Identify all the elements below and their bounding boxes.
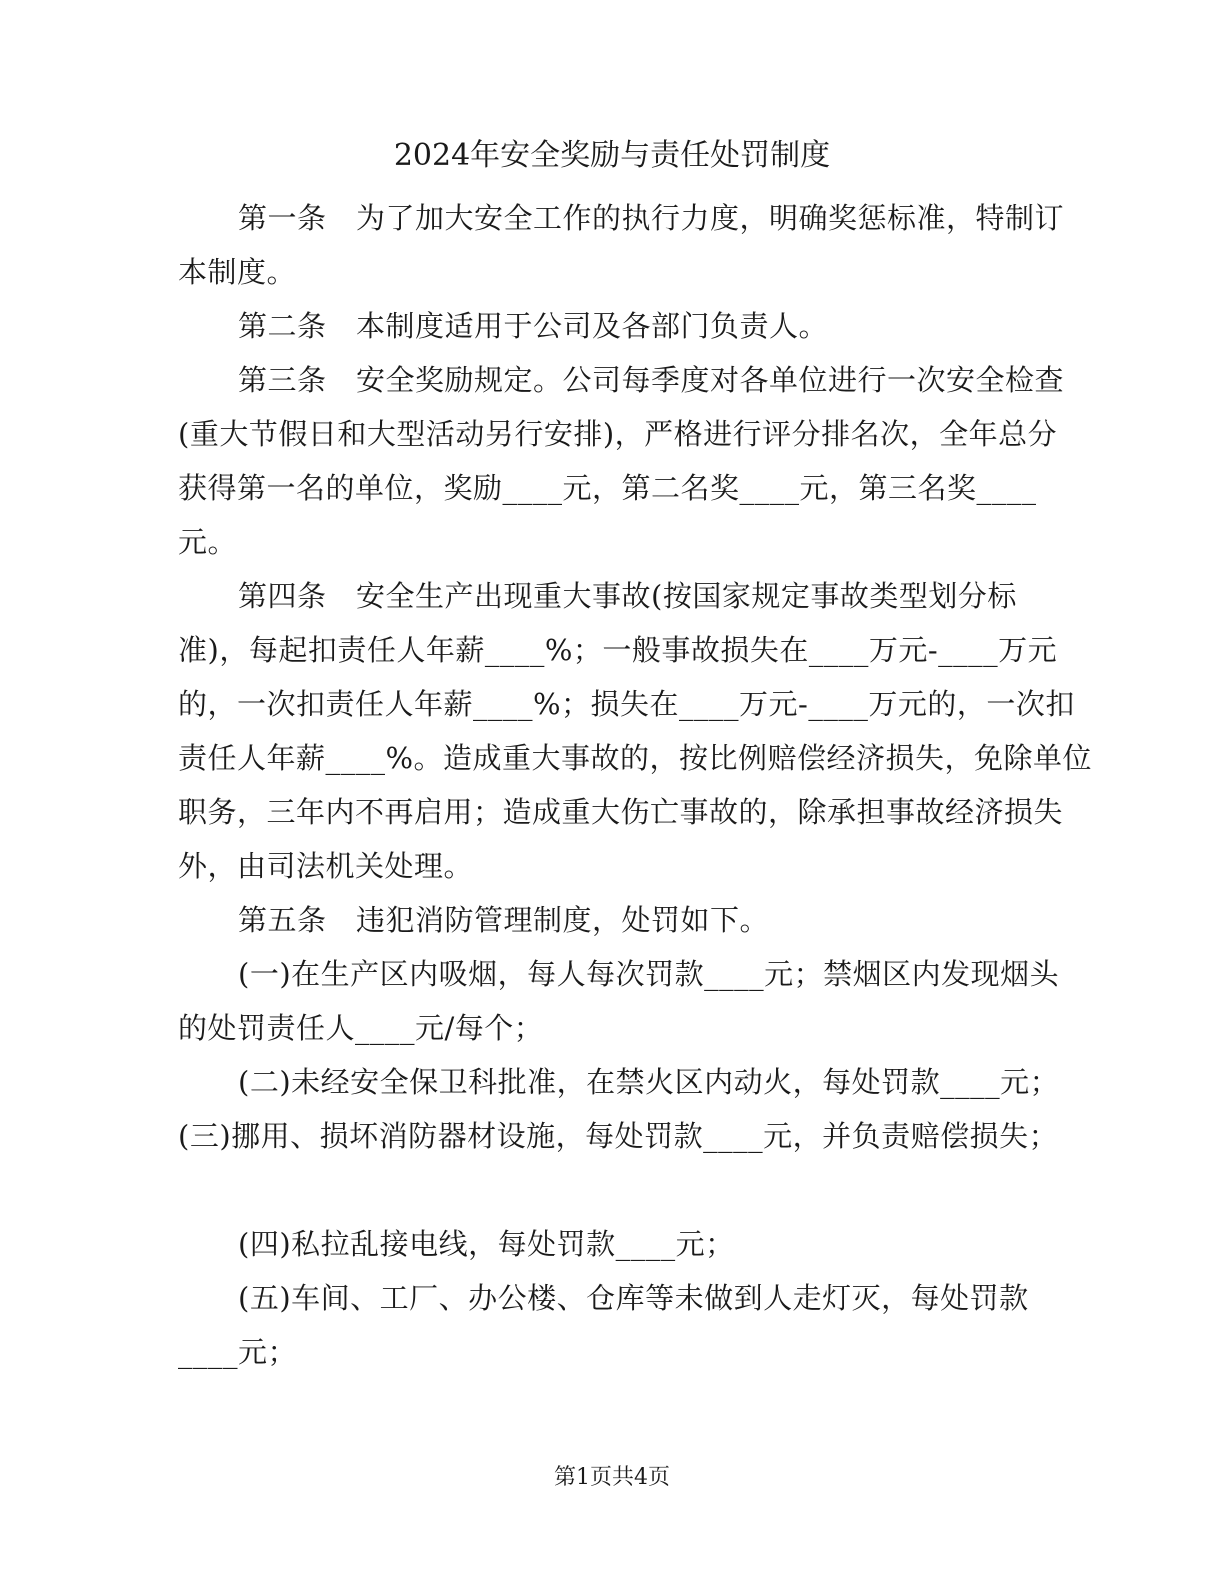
article-4-line-1: 第四条 安全生产出现重大事故(按国家规定事故类型划分标 <box>238 579 1017 613</box>
article-3-line-4: 元。 <box>178 525 238 559</box>
article-4-line-4: 责任人年薪____%。造成重大事故的，按比例赔偿经济损失，免除单位 <box>178 741 1093 775</box>
article-2-line-1: 第二条 本制度适用于公司及各部门负责人。 <box>238 309 829 343</box>
article-3-line-1: 第三条 安全奖励规定。公司每季度对各单位进行一次安全检查 <box>238 363 1065 397</box>
article-4-line-3: 的，一次扣责任人年薪____%；损失在____万元-____万元的，一次扣 <box>178 687 1075 721</box>
article-1-line-1: 第一条 为了加大安全工作的执行力度，明确奖惩标准，特制订 <box>238 201 1065 235</box>
clause-2-line-1: (二)未经安全保卫科批准，在禁火区内动火，每处罚款____元； <box>238 1065 1060 1099</box>
clause-5-line-1: (五)车间、工厂、办公楼、仓库等未做到人走灯灭，每处罚款 <box>238 1281 1029 1315</box>
article-1-line-2: 本制度。 <box>178 255 297 289</box>
article-4-line-6: 外，由司法机关处理。 <box>178 849 474 883</box>
clause-1-line-2: 的处罚责任人____元/每个； <box>178 1011 544 1045</box>
clause-4-line-1: (四)私拉乱接电线，每处罚款____元； <box>238 1227 735 1261</box>
article-5-line-1: 第五条 违犯消防管理制度，处罚如下。 <box>238 903 770 937</box>
article-4-line-5: 职务，三年内不再启用；造成重大伤亡事故的，除承担事故经济损失 <box>178 795 1064 829</box>
page-number: 第1页共4页 <box>554 1465 670 1490</box>
article-4-line-2: 准)，每起扣责任人年薪____%；一般事故损失在____万元-____万元 <box>178 633 1058 667</box>
article-3-line-3: 获得第一名的单位，奖励____元，第二名奖____元，第三名奖____ <box>178 471 1037 505</box>
article-3-line-2: (重大节假日和大型活动另行安排)，严格进行评分排名次，全年总分 <box>178 417 1058 451</box>
clause-1-line-1: (一)在生产区内吸烟，每人每次罚款____元；禁烟区内发现烟头 <box>238 957 1060 991</box>
document-title: 2024年安全奖励与责任处罚制度 <box>393 138 831 173</box>
clause-5-line-2: ____元； <box>178 1335 298 1369</box>
clause-3-line-1: (三)挪用、损坏消防器材设施，每处罚款____元，并负责赔偿损失； <box>178 1119 1059 1153</box>
